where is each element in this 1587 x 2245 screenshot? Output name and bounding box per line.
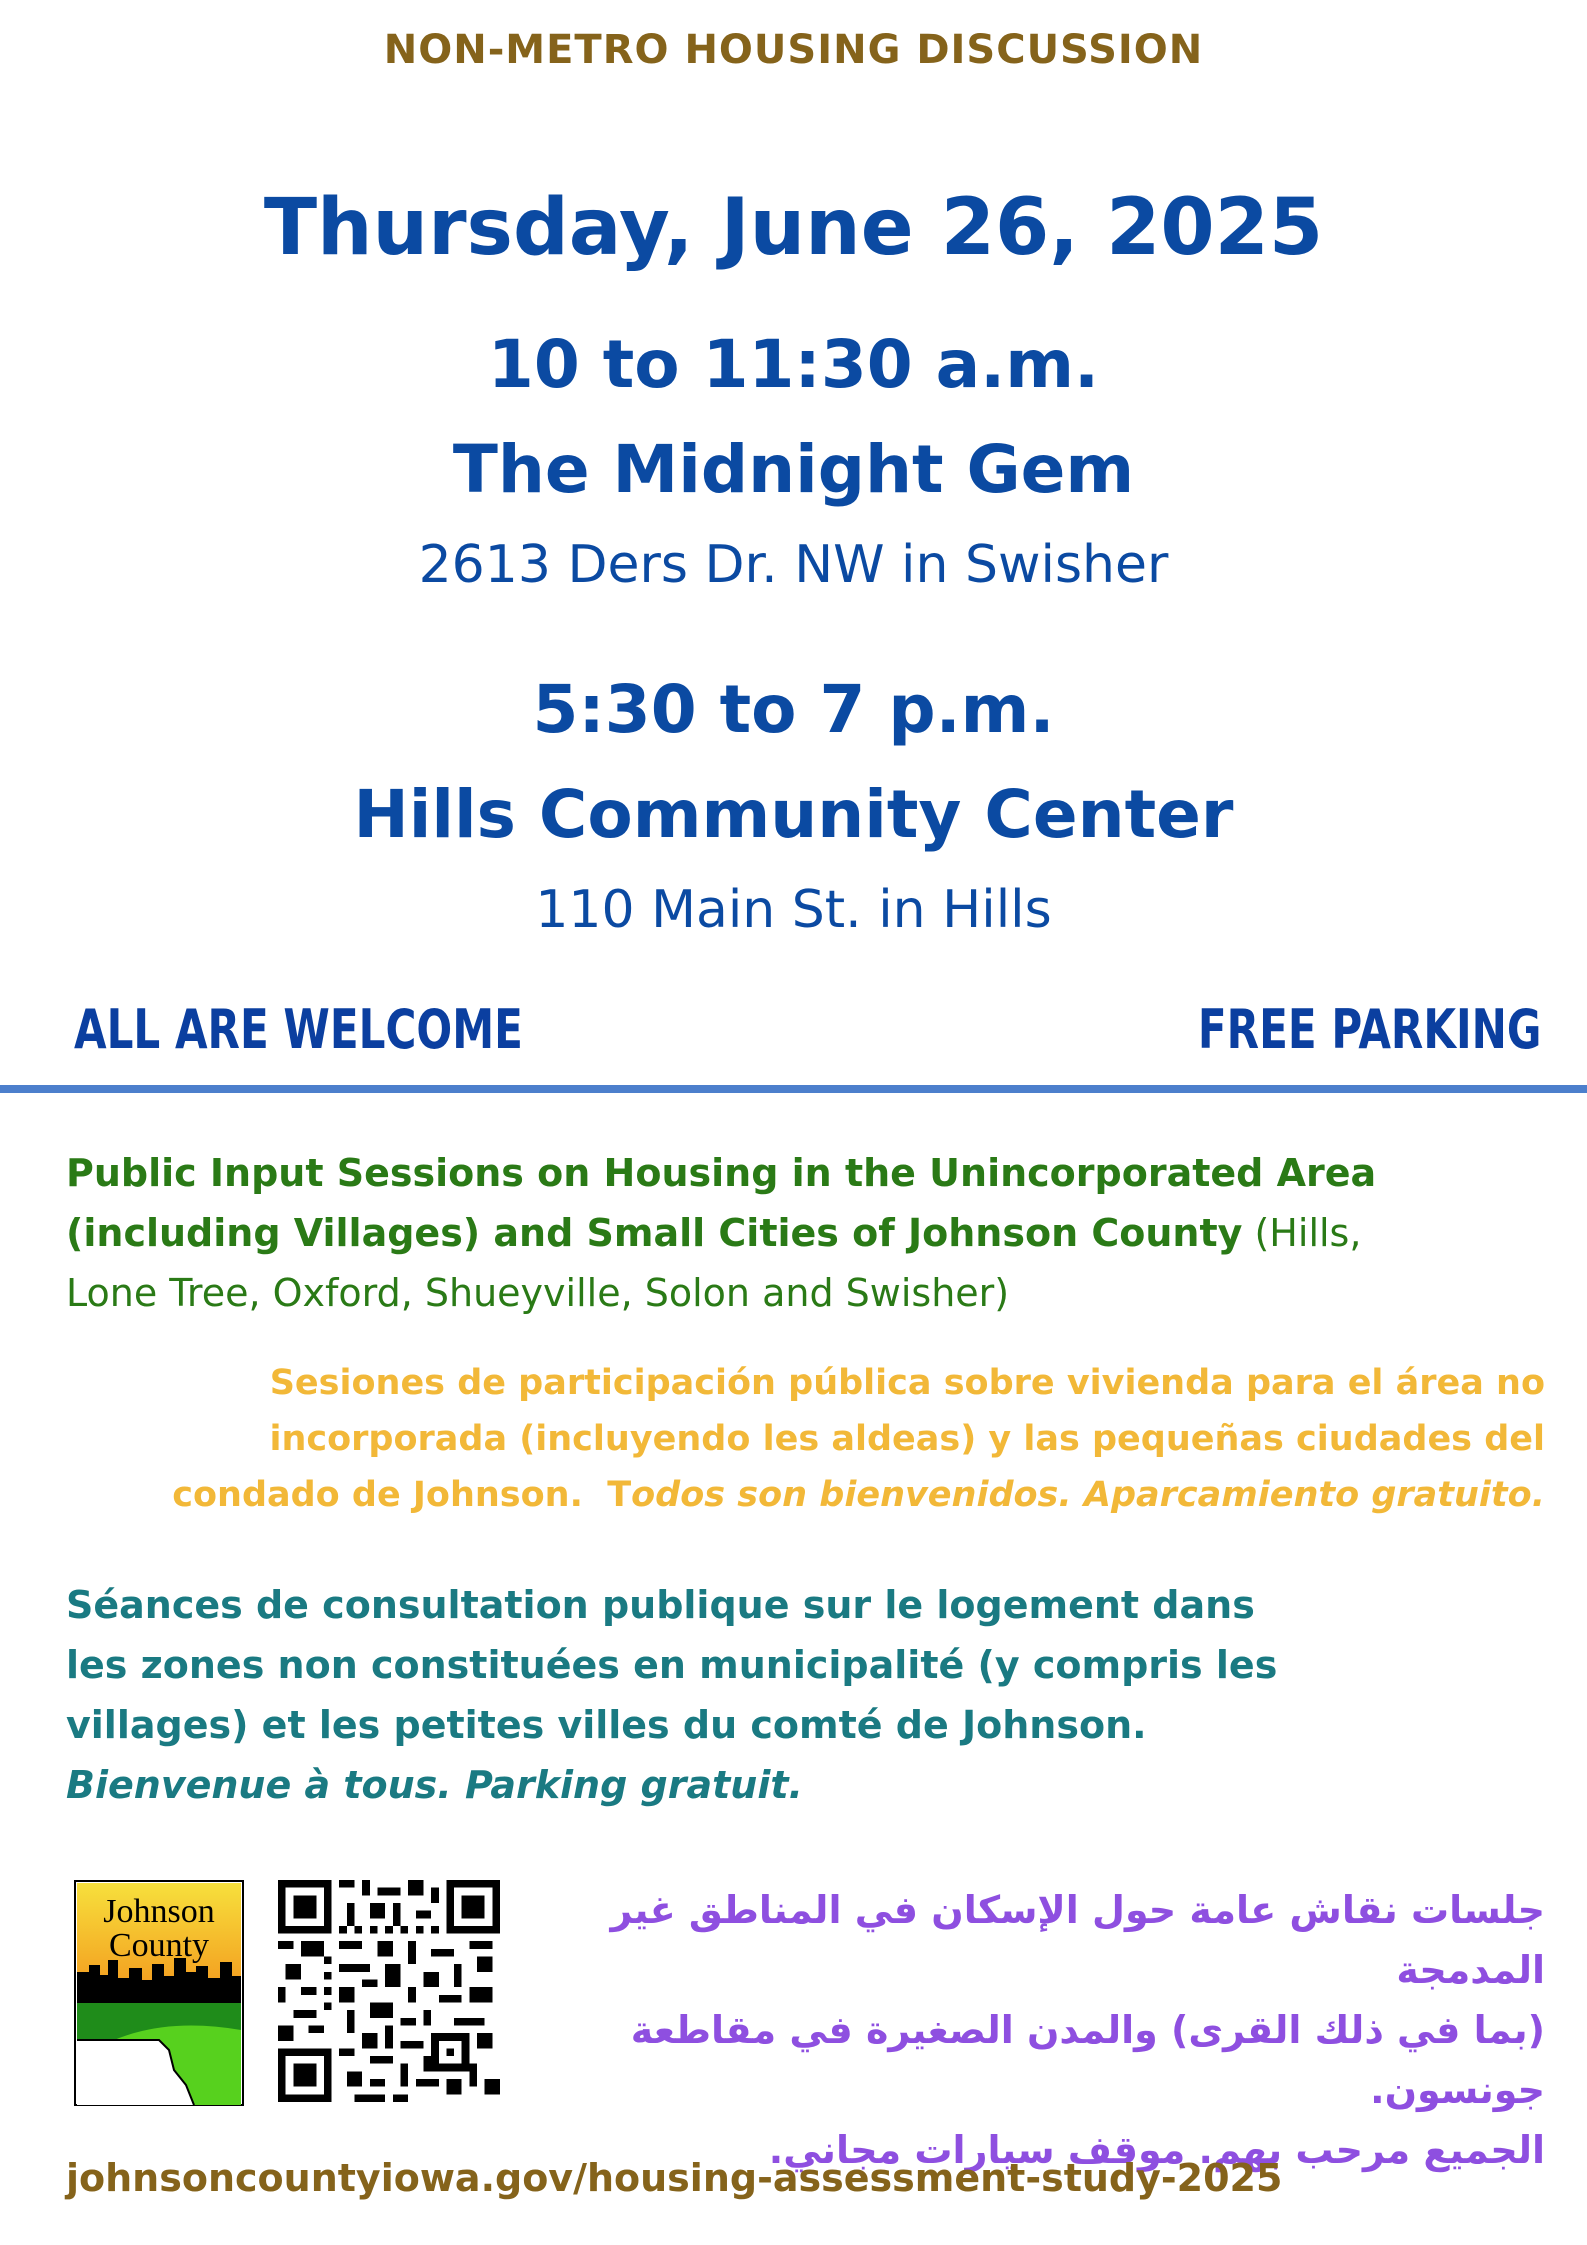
all-welcome-banner: ALL ARE WELCOME: [74, 998, 523, 1061]
english-description: [66, 1143, 1446, 1323]
french-italic-text: Bienvenue à tous. Parking gratuit.: [66, 1763, 803, 1807]
session-2-time: 5:30 to 7 p.m.: [532, 671, 1055, 748]
logo-text-line-2: County: [108, 1927, 210, 1964]
johnson-county-logo: [74, 1880, 244, 2106]
arabic-line-3: الجميع مرحب بهم. موقف سيارات مجاني.: [768, 2128, 1545, 2172]
english-bold-text: Public Input Sessions on Housing in the Unincorporated Area (including Villages) and Small Cities of Johnson County: [66, 1151, 1377, 1255]
session-1-time: 10 to 11:30 a.m.: [487, 326, 1100, 403]
french-line-1: Séances de consultation publique sur le logement dans: [66, 1583, 1255, 1627]
free-parking-banner: FREE PARKING: [1197, 998, 1541, 1061]
logo-text-line-1: Johnson: [103, 1893, 215, 1930]
event-date: Thursday, June 26, 2025: [263, 183, 1324, 273]
session-2-address: 110 Main St. in Hills: [535, 880, 1052, 940]
spanish-description: [145, 1355, 1545, 1523]
french-line-4: [66, 1755, 1446, 1815]
spanish-line-1: Sesiones de participación pública sobre vivienda para el área no: [269, 1363, 1545, 1403]
arabic-description: [545, 1880, 1545, 2180]
spanish-line-2: incorporada (incluyendo les aldeas) y las pequeñas ciudades del: [269, 1419, 1545, 1459]
spanish-line-3-italic: odos son bienvenidos. Aparcamiento gratuito.: [631, 1475, 1545, 1515]
english-regular-text: (Hills, Lone Tree, Oxford, Shueyville, Solon and Swisher): [66, 1211, 1362, 1315]
page-title: NON-METRO HOUSING DISCUSSION: [383, 27, 1204, 73]
spanish-line-3: [145, 1467, 1545, 1523]
arabic-line-2: (بما في ذلك القرى) والمدن الصغيرة في مقاطعة جونسون.: [630, 2008, 1545, 2112]
french-line-3: villages) et les petites villes du comté de Johnson.: [66, 1703, 1147, 1747]
session-1-address: 2613 Ders Dr. NW in Swisher: [418, 535, 1169, 595]
french-description: [66, 1575, 1446, 1815]
housing-study-link[interactable]: johnsoncountyiowa.gov/housing-assessment-study-2025: [66, 2156, 1283, 2200]
section-divider: [0, 1085, 1587, 1093]
session-1-venue: The Midnight Gem: [452, 431, 1135, 508]
french-line-2: les zones non constituées en municipalité (y compris les: [66, 1643, 1278, 1687]
qr-code-icon[interactable]: [278, 1880, 500, 2102]
session-2-venue: Hills Community Center: [353, 776, 1234, 853]
arabic-line-1: جلسات نقاش عامة حول الإسكان في المناطق غير المدمجة: [610, 1888, 1545, 1992]
spanish-line-3-regular: condado de Johnson. T: [172, 1475, 632, 1515]
